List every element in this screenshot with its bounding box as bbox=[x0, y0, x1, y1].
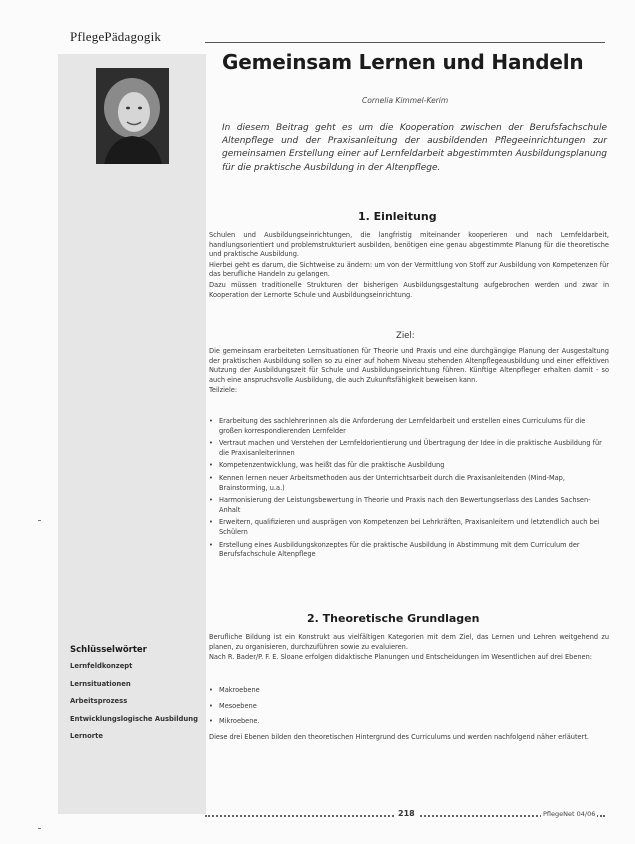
keyword-item: Arbeitsprozess bbox=[70, 697, 128, 705]
bullet-icon: • bbox=[209, 518, 213, 527]
page-number: 218 bbox=[395, 809, 418, 818]
section2-heading: 2. Theoretische Grundlagen bbox=[307, 612, 480, 625]
section2-paragraph: Berufliche Bildung ist ein Konstrukt aus vielfältigen Kategorien mit dem Ziel, das Lernen und Lehren weitgehend zu planen, zu organisieren, durchzuführen sowie zu evaluieren. bbox=[209, 633, 609, 651]
ziel-heading: Ziel: bbox=[396, 331, 415, 341]
bullet-icon: • bbox=[209, 473, 213, 482]
list-item: • Mesoebene bbox=[209, 701, 257, 710]
section-header: PflegePädagogik bbox=[70, 29, 162, 44]
list-item: • Vertraut machen und Verstehen der Lernfeldorientierung und Übertragung der Idee in die praktische Ausbildung für die Praxisanleiterinnen bbox=[209, 439, 602, 457]
list-item: • Makroebene bbox=[209, 686, 260, 694]
bullet-icon: • bbox=[209, 540, 213, 549]
list-item: • Harmonisierung der Leistungsbewertung in Theorie und Praxis nach den Bewertungserlass des Landes Sachsen-Anhalt bbox=[209, 496, 591, 514]
journal-name: PflegeNet 04/06 bbox=[543, 810, 596, 818]
bullet-icon: • bbox=[209, 461, 213, 470]
section1-paragraph: Dazu müssen traditionelle Strukturen der bisherigen Ausbildungsgestaltung aufgebrochen werden und zwar in Kooperation der Lernorte Schule und Ausbildungseinrichtung. bbox=[209, 280, 609, 299]
keyword-item: Lernfeldkonzept bbox=[70, 662, 133, 670]
list-item: • Erweitern, qualifizieren und ausprägen von Kompetenzen bei Lehrkräften, Praxisanleitern und letztendlich auch bei Schülern bbox=[209, 518, 600, 536]
list-item: • Kennen lernen neuer Arbeitsmethoden aus der Unterrichtsarbeit durch die Praxisanleitenden (Mind-Map, Brainstorming, u.a.) bbox=[209, 473, 565, 492]
scan-mark bbox=[38, 520, 41, 521]
section2-body bbox=[209, 633, 609, 664]
keyword-item: Lernorte bbox=[70, 732, 104, 740]
section1-paragraph: Schulen und Ausbildungseinrichtungen, die langfristig miteinander kooperieren und nach Lernfeldarbeit, handlungsorientiert und problemstrukturiert ausbilden, benötigen eine genau abgestimmte Planung für die theoretische und praktische Ausbildung. bbox=[209, 231, 609, 259]
page-footer bbox=[205, 809, 605, 821]
teilziele-list bbox=[209, 417, 609, 563]
keyword-item: Entwicklungslogische Ausbildung bbox=[70, 714, 198, 723]
teilziele-label: Teilziele: bbox=[209, 386, 238, 395]
bullet-icon: • bbox=[209, 417, 213, 425]
header-rule bbox=[205, 42, 605, 43]
bullet-icon: • bbox=[209, 496, 213, 505]
list-item: • Erstellung eines Ausbildungskonzeptes für die praktische Ausbildung in Abstimmung mit dem Curriculum der Berufsfachschule Altenpflege bbox=[209, 540, 580, 559]
author-photo bbox=[96, 68, 169, 164]
ziel-body bbox=[209, 347, 609, 397]
keywords-box bbox=[70, 645, 202, 750]
bullet-icon: • bbox=[209, 439, 213, 448]
section2-closing: Diese drei Ebenen bilden den theoretischen Hintergrund des Curriculums und werden nachfolgend näher erläutert. bbox=[209, 733, 589, 741]
ziel-paragraph: Die gemeinsam erarbeiteten Lernsituationen für Theorie und Praxis und eine durchgängige Planung der Ausgestaltung der praktischen Ausbildung sollen so zu einer auf hohem Niveau stehenden Altenpflegeausbildung und einer effektiven Nutzung der Ausbildungszeit für Schule und Ausbildungseinrichtung führen. Künftige Altenpfleger erhalten damit - so auch eine anspruchsvolle Ausbildung, die auch Zukunftsfähigkeit beweisen kann. bbox=[209, 347, 609, 384]
list-item: • Kompetenzentwicklung, was heißt das für die praktische Ausbildung bbox=[209, 461, 445, 470]
article-title: Gemeinsam Lernen und Handeln bbox=[222, 50, 584, 74]
keyword-item: Lernsituationen bbox=[70, 679, 131, 688]
bullet-icon: • bbox=[209, 717, 213, 726]
section2-paragraph: Nach R. Bader/P. F. E. Sloane erfolgen didaktische Planungen und Entscheidungen im Wesentlichen auf drei Ebenen: bbox=[209, 653, 593, 662]
article-author: Cornelia Kimmel-Kerim bbox=[362, 96, 449, 105]
keywords-heading: Schlüsselwörter bbox=[70, 645, 147, 655]
section1-body bbox=[209, 231, 609, 301]
ebenen-list bbox=[209, 686, 609, 733]
bullet-icon: • bbox=[209, 701, 213, 710]
scan-mark bbox=[38, 828, 41, 829]
bullet-icon: • bbox=[209, 686, 213, 694]
author-portrait-icon bbox=[96, 68, 169, 164]
list-item: • Mikroebene. bbox=[209, 717, 260, 726]
list-item: • Erarbeitung des sachlehrerinnen als die Anforderung der Lernfeldarbeit und erstellen eines Curriculums für die großen korrespondierenden Lernfelder bbox=[209, 417, 586, 435]
article-intro: In diesem Beitrag geht es um die Kooperation zwischen der Berufsfachschule Altenpflege und der Praxisanleitung der ausbildenden Pflegeeinrichtungen zur gemeinsamen Erstellung einer auf Lernfeldarbeit abgestimmten Ausbildungsplanung für die praktische Ausbildung in der Altenpflege. bbox=[222, 123, 607, 173]
section1-heading: 1. Einleitung bbox=[358, 210, 437, 223]
section1-paragraph: Hierbei geht es darum, die Sichtweise zu ändern: um von der Vermittlung von Stoff zur Ausbildung von Kompetenzen für das berufliche Handeln zu gelangen. bbox=[209, 260, 609, 279]
